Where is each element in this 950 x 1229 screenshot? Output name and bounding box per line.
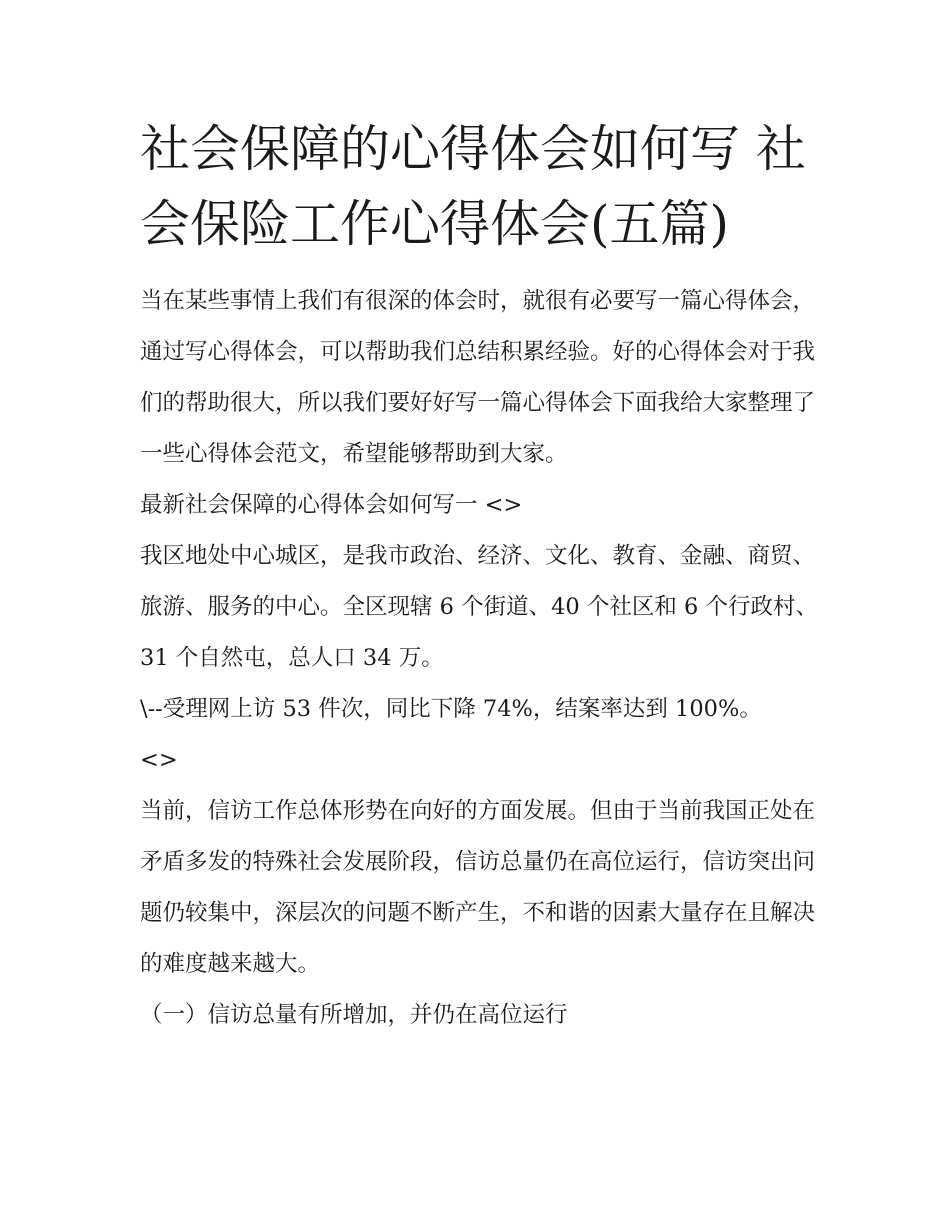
placeholder-paragraph: <> — [140, 747, 178, 773]
intro-paragraph: 当在某些事情上我们有很深的体会时，就很有必要写一篇心得体会，通过写心得体会，可以帮助我们总结积累经验。好的心得体会对于我们的帮助很大，所以我们要好好写一篇心得体会下面我给大家整理了一些心得体会范文，希望能够帮助到大家。 — [140, 288, 816, 467]
situation-paragraph: 当前，信访工作总体形势在向好的方面发展。但由于当前我国正处在矛盾多发的特殊社会发展阶段，信访总量仍在高位运行，信访突出问题仍较集中，深层次的问题不断产生，不和谐的因素大量存在且解决的难度越来越大。 — [140, 798, 816, 977]
section-heading: 最新社会保障的心得体会如何写一 <> — [140, 492, 523, 518]
document-title — [140, 112, 820, 262]
title-line-1: 社会保障的心得体会如何写 社 — [140, 120, 806, 178]
title-line-2: 会保险工作心得体会(五篇) — [140, 195, 730, 253]
district-paragraph: 我区地处中心城区，是我市政治、经济、文化、教育、金融、商贸、旅游、服务的中心。全区现辖 6 个街道、40 个社区和 6 个行政村、31 个自然屯，总人口 34 万。 — [140, 543, 819, 671]
document-body — [140, 276, 820, 1041]
subsection-heading: （一）信访总量有所增加，并仍在高位运行 — [140, 1002, 568, 1028]
statistics-paragraph: \--受理网上访 53 件次，同比下降 74%，结案率达到 100%。 — [140, 696, 762, 722]
